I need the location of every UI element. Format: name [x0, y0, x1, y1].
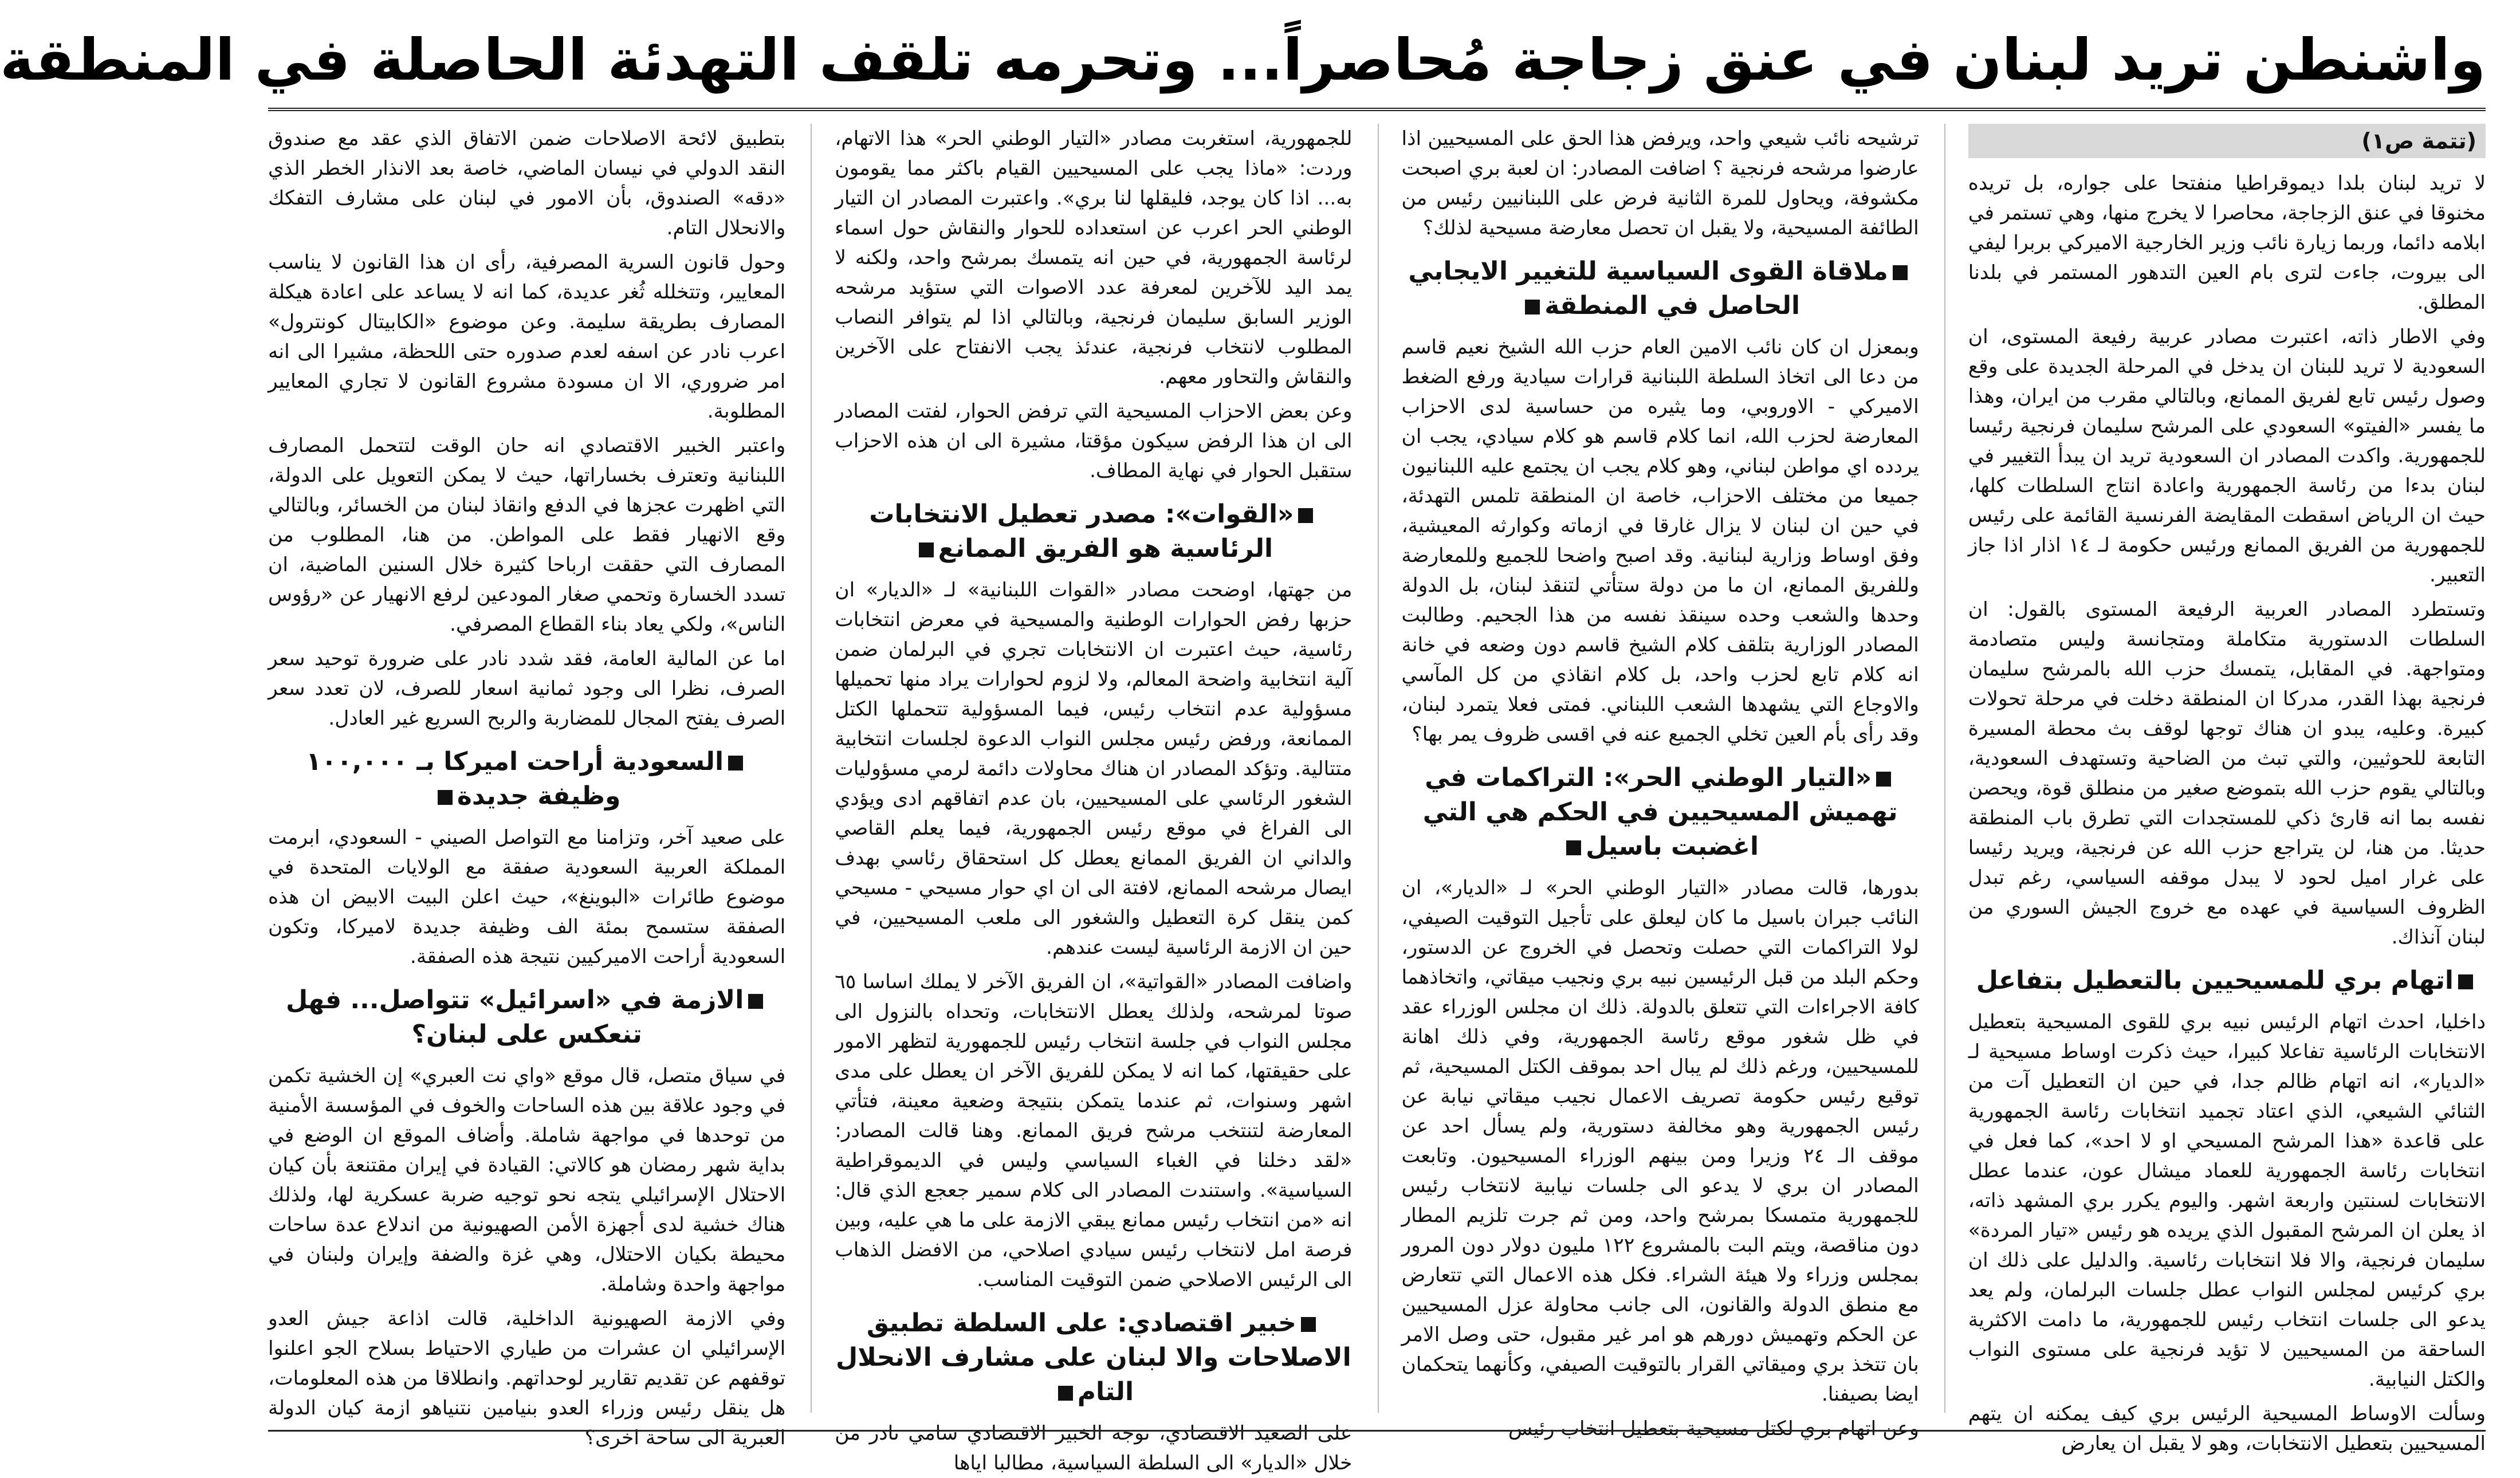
- square-bullet-icon: [1301, 1317, 1316, 1332]
- subheading: [268, 983, 785, 1052]
- paragraph: للجمهورية، استغربت مصادر «التيار الوطني الحر» هذا الاتهام، وردت: «ماذا يجب على المسيحيين القيام باكثر مما يقومون به... اذا كان يوجد، فليقلها لنا بري». واعتبرت المصادر ان التيار الوطني الحر اعرب عن استعداده للحوار والنقاش حول اسماء لرئاسة الجمهورية، في حين انه يتمسك بمرشح واحد، ولكنه لا يمد اليد للآخرين لمعرفة عدد الاصوات التي ستؤيد مرشحه الوزير السابق سليمان فرنجية، وبالتالي اذا لم يتوافر النصاب المطلوب لانتخاب فرنجية، عندئذ يجب الانفتاح على الآخرين والنقاش والتحاور معهم.: [835, 127, 1353, 388]
- paragraph: واعتبر الخبير الاقتصادي انه حان الوقت لتتحمل المصارف اللبنانية وتعترف بخساراتها، حيث لا يمكن التعويل على الدولة، التي اظهرت عجزها في الدفع وانقاذ لبنان من الخسائر، وبالتالي وقع الانهيار فقط على المواطن. من هنا، المطلوب من المصارف التي حققت ارباحا كثيرة خلال السنين الماضية، ان تسدد الخسارة وتحمي صغار المودعين لرفع الانهيار عن «رؤوس الناس»، ولكي يعاد بناء القطاع المصرفي.: [268, 434, 786, 636]
- paragraph: وسألت الاوساط المسيحية الرئيس بري كيف يمكنه ان يتهم المسيحيين بتعطيل الانتخابات، وهو لا يقبل ان يعارض: [1968, 1402, 2486, 1455]
- square-bullet-icon: [1893, 265, 1908, 280]
- square-bullet-icon: [1298, 508, 1313, 523]
- square-bullet-icon: [1876, 772, 1891, 787]
- subheading-text: «القوات»: مصدر تعطيل الانتخابات الرئاسية هو الفريق الممانع: [869, 500, 1294, 563]
- paragraph: وبمعزل ان كان نائب الامين العام حزب الله الشيخ نعيم قاسم من دعا الى اتخاذ السلطة اللبنانية قرارات سيادية ورفع الضغط الاميركي - الاوروبي، وما يثيره من حساسية لدى الاحزاب المعارضة لحزب الله، انما كلام قاسم هو كلام سيادي، يجب ان يردده اي مواطن لبناني، وهو كلام يجب ان يجتمع عليه اللبنانيون جميعا من مختلف الاحزاب، خاصة ان المنطقة تلمس التهدئة، في حين ان لبنان لا يزال غارقا في ازماته وكوارثه المعيشية، وفق اوساط وزارية لبنانية. وقد اصبح واضحا للجميع وللمعارضة وللفريق الممانع، ان ما من دولة ستأتي لتنقذ لبنان، بل الدولة وحدها والشعب وحده سينقذ نفسه من هذا الجحيم. وطالبت المصادر الوزارية بتلقف كلام الشيخ قاسم دون وضعه في خانة انه كلام تابع لحزب واحد، بل كلام انقاذي من كل المآسي والاوجاع التي يشهدها الشعب اللبناني. فمتى فعلا يتمرد لبنان، وقد رأى بأم العين تخلي الجميع عنه في اقسى ظروف يمر بها؟: [1401, 336, 1919, 746]
- paragraph: وفي الازمة الصهيونية الداخلية، قالت اذاعة جيش العدو الإسرائيلي ان عشرات من طياري الاحتياط بسلاح الجو اعلنوا توقفهم عن تقديم تقارير لوحداتهم. وانطلاقا من هذه المعلومات، هل ينقل رئيس وزراء العدو بنيامين نتنياهو ازمة كيان الدولة العبرية الى ساحة اخرى؟: [268, 1307, 786, 1449]
- subheading: [835, 1306, 1352, 1409]
- subheading-text: خبير اقتصادي: على السلطة تطبيق الاصلاحات والا لبنان على مشارف الانحلال التام: [836, 1308, 1351, 1406]
- column-3: [811, 124, 1353, 1475]
- paragraph: واضافت المصادر «القواتية»، ان الفريق الآخر لا يملك اساسا ٦٥ صوتا لمرشحه، ولذلك يعطل الانتخابات، وتحداه بالنزول الى مجلس النواب في جلسة انتخاب رئيس للجمهورية لتظهر الامور على حقيقتها، كما انه لا يمكن للفريق الآخر ان يعطل على مدى اشهر وسنوات، ثم عندما يتمكن بنتيجة وضعية معينة، فتأتي المعارضة لتنتخب مرشح فريق الممانع. وهنا قالت المصادر: «لقد دخلنا في الغباء السياسي وليس في الديموقراطية السياسية». واستندت المصادر الى كلام سمير جعجع الذي قال: انه «من انتخاب رئيس ممانع يبقي الازمة على ما هي عليه، وبين فرصة امل لانتخاب رئيس سيادي اصلاحي، من الافضل الذهاب الى الرئيس الاصلاحي ضمن التوقيت المناسب.: [835, 970, 1353, 1291]
- subheading: [1402, 254, 1919, 323]
- column-1: [1944, 124, 2486, 1455]
- column-2: [1378, 124, 1919, 1440]
- subheading-text: الازمة في «اسرائيل» تتواصل... فهل تنعكس على لبنان؟: [285, 985, 744, 1049]
- square-bullet-icon: [438, 790, 453, 805]
- bottom-rule: [268, 1430, 2486, 1432]
- subheading: [835, 497, 1352, 566]
- paragraph: لا تريد لبنان بلدا ديموقراطيا منفتحا على جواره، بل تريده مخنوقا في عنق الزجاجة، محاصرا لا يخرج منها، وهي تستمر في ابلامه دائما، وربما زيارة نائب وزير الخارجية الاميركي بربرا ليفي الى بيروت، جاءت لترى بام العين التدهور المستمر في بلدنا المطلق.: [1968, 172, 2486, 314]
- paragraph: ترشيحه نائب شيعي واحد، ويرفض هذا الحق على المسيحيين اذا عارضوا مرشحه فرنجية ؟ اضافت المصادر: ان لعبة بري اصبحت مكشوفة، ويحاول للمرة الثانية فرض على اللبنانيين رئيس من الطائفة المسيحية، ولا يقبل ان تحصل معارضة مسيحية لذلك؟: [1401, 127, 1919, 239]
- subheading: [1402, 761, 1919, 864]
- square-bullet-icon: [919, 543, 934, 557]
- square-bullet-icon: [1058, 1386, 1073, 1401]
- subheading-text: «التيار الوطني الحر»: التراكمات في تهميش المسيحيين في الحكم هي التي اغضبت باسيل: [1422, 763, 1898, 861]
- subheading: [268, 745, 785, 813]
- paragraph: وعن اتهام بري لكتل مسيحية بتعطيل انتخاب رئيس: [1508, 1417, 1919, 1440]
- square-bullet-icon: [1566, 840, 1581, 855]
- continuation-label: (تتمة ص١): [1968, 124, 2486, 158]
- paragraph: على صعيد آخر، وتزامنا مع التواصل الصيني - السعودي، ابرمت المملكة العربية السعودية صفقة مع الولايات المتحدة في موضوع طائرات «البوينغ»، حيث اعلن البيت الابيض ان هذه الصفقة ستسمح بمئة الف وظيفة جديدة لاميركا، وتكون السعودية أراحت الاميركيين نتيجة هذه الصفقة.: [268, 826, 786, 968]
- paragraph: داخليا، احدث اتهام الرئيس نبيه بري للقوى المسيحية بتعطيل الانتخابات الرئاسية تفاعلا كبيرا، حيث ذكرت اوساط مسيحية لـ «الديار»، انه اتهام ظالم جدا، في حين ان التعطيل آت من الثنائي الشيعي، الذي اعتاد تجميد انتخابات رئاسة الجمهورية على قاعدة «هذا المرشح المسيحي او لا احد»، كما فعل في انتخابات رئاسة الجمهورية للعماد ميشال عون، عندما عطل الانتخابات لسنتين واربعة اشهر. واليوم يكرر بري المشهد ذاته، اذ يعلن ان المرشح المقبول الذي يريده هو رئيس «تيار المردة» سليمان فرنجية، والا فلا انتخابات رئاسية. والدليل على ذلك ان بري كرئيس لمجلس النواب عطل جلسات البرلمان، ولم يعد يدعو الى جلسات انتخاب رئيس للجمهورية، ما دامت الاكثرية الساحقة من المسيحيين لا تؤيد فرنجية على مستوى النواب والكتل النيابية.: [1968, 1011, 2486, 1391]
- article-columns: [268, 124, 2486, 1475]
- paragraph: على الصعيد الاقتصادي، توجه الخبير الاقتصادي سامي نادر من خلال «الديار» الى السلطة السياسية، مطالبا اياها: [835, 1422, 1353, 1475]
- subheading-text: السعودية أراحت اميركا بـ ١٠٠,٠٠٠ وظيفة جديدة: [306, 747, 724, 811]
- paragraph: وحول قانون السرية المصرفية، رأى ان هذا القانون لا يناسب المعايير، وتتخلله ثُغر عديدة، كما انه لا يساعد على اعادة هيكلة المصارف بطريقة سليمة. وعن موضوع «الكابيتال كونترول» اعرب نادر عن اسفه لعدم صدوره حتى اللحظة، مشيرا الى انه امر ضروري، الا ان مسودة مشروع القانون لا تجاري المعايير المطلوبة.: [268, 251, 786, 423]
- subheading: [1968, 964, 2486, 998]
- square-bullet-icon: [728, 756, 743, 771]
- paragraph: اما عن المالية العامة، فقد شدد نادر على ضرورة توحيد سعر الصرف، نظرا الى وجود ثمانية اسعار للصرف، لان تعدد سعر الصرف يفتح المجال للمضاربة والربح السريع غير العادل.: [268, 647, 786, 730]
- square-bullet-icon: [748, 994, 763, 1009]
- paragraph: وتستطرد المصادر العربية الرفيعة المستوى بالقول: ان السلطات الدستورية متكاملة ومتجانسة وليس متصادمة ومتواجهة. في المقابل، يتمسك حزب الله بالمرشح سليمان فرنجية بهذا القدر، مدركا ان المنطقة دخلت في مرحلة تحولات كبيرة. وعليه، يبدو ان هناك توجها لوقف بث محطة المسيرة التابعة للحوثيين، والتي تبث من الضاحية وتستهدف السعودية، وبالتالي يقوم حزب الله بتموضع صغير من منطلق قوة، ويحصن نفسه بما انه قارئ ذكي للمستجدات التي تطرق باب المنطقة حديثا. من هنا، لن يتراجع حزب الله عن فرنجية، ويريد رئيسا على غرار اميل لحود لا يبدل موقفه السياسي، رغم تبدل الظروف السياسية في عهده مع خروج الجيش السوري من لبنان آنذاك.: [1968, 598, 2486, 949]
- square-bullet-icon: [1525, 300, 1540, 315]
- paragraph: من جهتها، اوضحت مصادر «القوات اللبنانية» لـ «الديار» ان حزبها رفض الحوارات الوطنية والمسيحية في معرض انتخابات رئاسية، حيث اعتبرت ان الانتخابات تجري في البرلمان ضمن آلية انتخابية واضحة المعالم، ولا لزوم لحوارات يراد منها تحميلها مسؤولية عدم انتخاب رئيس، فيما المسؤولية تتحملها الكتل الممانعة، ورفض رئيس مجلس النواب الدعوة لجلسات انتخابية متتالية. وتؤكد المصادر ان هناك محاولات دائمة لرمي مسؤوليات الشغور الرئاسي على المسيحيين، بان عدم اتفاقهم ادى ويؤدي الى الفراغ في موقع رئيس الجمهورية، فيما يعلم القاصي والداني ان الفريق الممانع يعطل كل استحقاق رئاسي بهدف ايصال مرشحه الممانع، لافتة الى ان اي حوار مسيحي - مسيحي كمن ينقل كرة التعطيل والشغور الى ملعب المسيحيين، في حين ان الازمة الرئاسية ليست عندهم.: [835, 579, 1353, 959]
- subheading-text: ملاقاة القوى السياسية للتغيير الايجابي الحاصل في المنطقة: [1408, 257, 1888, 320]
- square-bullet-icon: [2458, 974, 2473, 989]
- subheading-text: اتهام بري للمسيحيين بالتعطيل بتفاعل: [1976, 966, 2454, 995]
- headline: واشنطن تريد لبنان في عنق زجاجة مُحاصراً... وتحرمه تلقف التهدئة الحاصلة في المنطقة: [268, 23, 2486, 111]
- paragraph: وعن بعض الاحزاب المسيحية التي ترفض الحوار، لفتت المصادر الى ان هذا الرفض سيكون مؤقتا، مشيرة الى ان هذه الاحزاب ستقبل الحوار في نهاية المطاف.: [835, 400, 1353, 482]
- paragraph: بتطبيق لائحة الاصلاحات ضمن الاتفاق الذي عقد مع صندوق النقد الدولي في نيسان الماضي، خاصة بعد الانذار الخطر الذي «دقه» الصندوق، بأن الامور في لبنان على مشارف التفكك والانحلال التام.: [268, 127, 786, 239]
- paragraph: وفي الاطار ذاته، اعتبرت مصادر عربية رفيعة المستوى، ان السعودية لا تريد للبنان ان يدخل في المرحلة الجديدة على وقع وصول رئيس تابع لفريق الممانع، وبالتالي مقرب من ايران، وهذا ما يفسر «الفيتو» السعودي على المرشح سليمان فرنجية رئيسا للجمهورية. واكدت المصادر ان السعودية تريد ان يبدأ التغيير في لبنان بدءا من رئاسة الجمهورية واعادة انتاج السلطات كلها، حيث ان الرياض اسقطت المقايضة الفرنسية القائمة على رئيس للجمهورية من الفريق الممانع ورئيس حكومة لـ ١٤ اذار اذا جاز التعبير.: [1968, 325, 2486, 587]
- column-4: [268, 124, 786, 1449]
- paragraph: بدورها، قالت مصادر «التيار الوطني الحر» لـ «الديار»، ان النائب جبران باسيل ما كان ليعلق على تأجيل التوقيت الصيفي، لولا التراكمات التي حصلت وتحصل في الخروج عن الدستور، وحكم البلد من قبل الرئيسين نبيه بري ونجيب ميقاتي، واتخاذهما كافة الاجراءات التي تتعلق بالدولة. ذلك ان مجلس الوزراء عقد في ظل شغور موقع رئاسة الجمهورية، وفي ذلك اهانة للمسيحيين، ورغم ذلك لم يبال احد بموقف الكتل المسيحية، ثم توقيع رئيس حكومة تصريف الاعمال نجيب ميقاتي نيابة عن رئيس الجمهورية وهو مخالفة دستورية، ولم يسأل احد عن موقف الـ ٢٤ وزيرا ومن بينهم الوزراء المسيحيون. وتابعت المصادر ان بري لا يدعو الى جلسات نيابية لانتخاب رئيس للجمهورية متمسكا بمرشح واحد، ومن ثم جرت تلزيم المطار دون مناقصة، ويتم البت بالمشروع ١٢٢ مليون دولار دون المرور بمجلس وزراء ولا هيئة الشراء. فكل هذه الاعمال التي تتعارض مع منطق الدولة والقانون، الى جانب محاولة عزل المسيحيين عن الحكم وتهميش دورهم هو امر غير مقبول، حتى وصل الامر بان تتخذ بري وميقاتي القرار بالتوقيت الصيفي، وكأنهما يتحكمان ايضا بصيفنا.: [1401, 876, 1919, 1406]
- paragraph: في سياق متصل، قال موقع «واي نت العبري» إن الخشية تكمن في وجود علاقة بين هذه الساحات والخوف في المؤسسة الأمنية من توحدها في مواجهة شاملة. وأضاف الموقع ان الوضع في بداية شهر رمضان هو كالاتي: القيادة في إيران مقتنعة بأن كيان الاحتلال الإسرائيلي يتجه نحو توجيه ضربة عسكرية لها، ولذلك هناك خشية لدى أجهزة الأمن الصهيونية من اندلاع عدة ساحات محيطة بكيان الاحتلال، وهي غزة والضفة وإيران ولبنان في مواجهة واحدة وشاملة.: [268, 1064, 786, 1296]
